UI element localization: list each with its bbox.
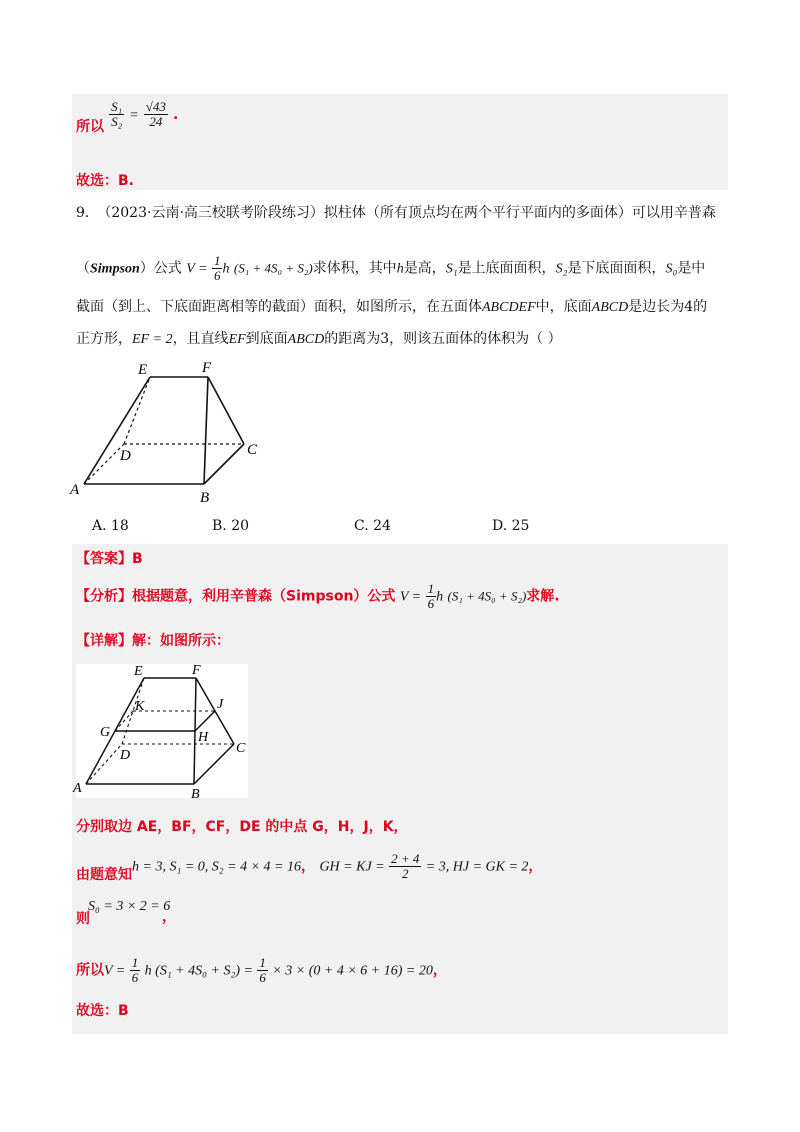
label-G: G	[100, 725, 111, 740]
label-C: C	[236, 741, 246, 756]
simpson-fraction: $\frac{1}{6}$	[213, 253, 221, 283]
detail-line: 【详解】解：如图所示：	[76, 633, 230, 649]
label-H: H	[198, 730, 209, 745]
label-D: D	[120, 448, 131, 464]
label-K: K	[135, 699, 145, 714]
label-E: E	[134, 664, 143, 679]
option-b[interactable]: B. 20	[212, 518, 250, 534]
so-label: 所以	[76, 119, 104, 135]
ratio-value-fraction: $\frac{√43}{24}$	[145, 99, 166, 129]
volume-line: 所以V = $\frac{1}{6}$ h (S₁ + 4S₀ + S₂) = $\frac{1}{6}$ × 3 × (0 + 4 × 6 + 16) = 20，	[76, 955, 447, 985]
label-A: A	[73, 781, 82, 796]
ratio-fraction: $\frac{\text{S₁}}{\text{S₂}}$	[111, 99, 123, 129]
final-choice: 故选：B	[76, 1003, 129, 1019]
question-line-4: 正方形，EF = 2，且直线EF到底面ABCD的距离为3，则该五面体的体积为（ ）	[76, 331, 562, 347]
label-F: F	[192, 663, 201, 678]
label-A: A	[70, 482, 80, 498]
label-F: F	[202, 360, 212, 376]
midpoints-line: 分别取边 AE，BF，CF，DE 的中点 G，H，J，K，	[76, 819, 408, 835]
label-J: J	[217, 697, 224, 712]
analysis-line: 【分析】根据题意，利用辛普森（Simpson）公式 V = $\frac{1}{6}$ h (S₁ + 4S₀ + S₂)求解.	[76, 581, 560, 611]
answer-line: 【答案】B	[76, 551, 143, 567]
option-c[interactable]: C. 24	[354, 518, 391, 534]
previous-choice: 故选：B.	[76, 173, 134, 189]
document-page: 所以 $\frac{\text{S₁}}{\text{S₂}}$ = $\frac{√43}{24}$ . 故选：B. 9. （2023·云南·高三校联考阶段练习）拟柱体（所有顶点均在两个平行平面内的多面体）可以用辛普森 （Simpson）公式 V = $\frac{1}{6}$ h (S₁ + 4S₀ + S₂)求体积，其中h是高，S₁是上底面面积，S₂是下底面面积，S₀是中 截面（到上、下底面距离相等的截面）面积，如图所示，在五面体ABCDEF中，底面ABCD是边长为4的 正方形，EF = 2，且直线EF到底面ABCD的距离为3，则该五面体的体积为（ ） E F D C A B A. 18 B. 20 C. 24 D. 25 【答案】B 【分析】根据题意，利用辛普森（Simpson）公式 V = $\frac{1}{6}$ h (S₁ + 4S₀ + S₂)求解. 【详解】解：如图所示： E F K J G H D C A B 分别取边 AE，BF，CF，DE 的中点 G，H，J，K， 由题意知h = 3, S₁ = 0, S₂ = 4 × 4 = 16， GH = KJ = $\frac{2 + 4}{2}$ = 3, HJ = GK = 2， S₀ = 3 × 2 = 6 则 ， 所以V = $\frac{1}{6}$ h (S₁ + 4S₀ + S₂) = $\frac{1}{6}$ × 3 × (0 + 4 × 6 + 16) = 20， 故选：B	[0, 0, 800, 1132]
question-source: （2023·云南·高三校联考阶段练习）	[97, 205, 324, 221]
ratio-line: 所以 $\frac{\text{S₁}}{\text{S₂}}$ = $\frac{√43}{24}$ .	[76, 99, 179, 135]
known-values-line: 由题意知h = 3, S₁ = 0, S₂ = 4 × 4 = 16， GH = KJ = $\frac{2 + 4}{2}$ = 3, HJ = GK = 2，	[76, 851, 543, 883]
question-line-3: 截面（到上、下底面距离相等的截面）面积，如图所示，在五面体ABCDEF中，底面ABCD是边长为4的	[76, 299, 708, 315]
label-B: B	[191, 787, 200, 800]
question-line-1: 9. （2023·云南·高三校联考阶段练习）拟柱体（所有顶点均在两个平行平面内的多面体）可以用辛普森	[76, 205, 716, 221]
option-a[interactable]: A. 18	[92, 518, 129, 534]
option-d[interactable]: D. 25	[492, 518, 530, 534]
question-line-2: （Simpson）公式 V = $\frac{1}{6}$ h (S₁ + 4S₀ + S₂)求体积，其中h是高，S₁是上底面面积，S₂是下底面面积，S₀是中	[76, 253, 706, 283]
midpoint-figure	[72, 660, 252, 800]
label-C: C	[247, 442, 258, 458]
s0-line: S₀ = 3 × 2 = 6	[88, 899, 171, 914]
label-D: D	[120, 748, 131, 763]
label-B: B	[200, 490, 210, 506]
label-E: E	[138, 362, 148, 378]
pentahedron-figure	[66, 356, 276, 506]
